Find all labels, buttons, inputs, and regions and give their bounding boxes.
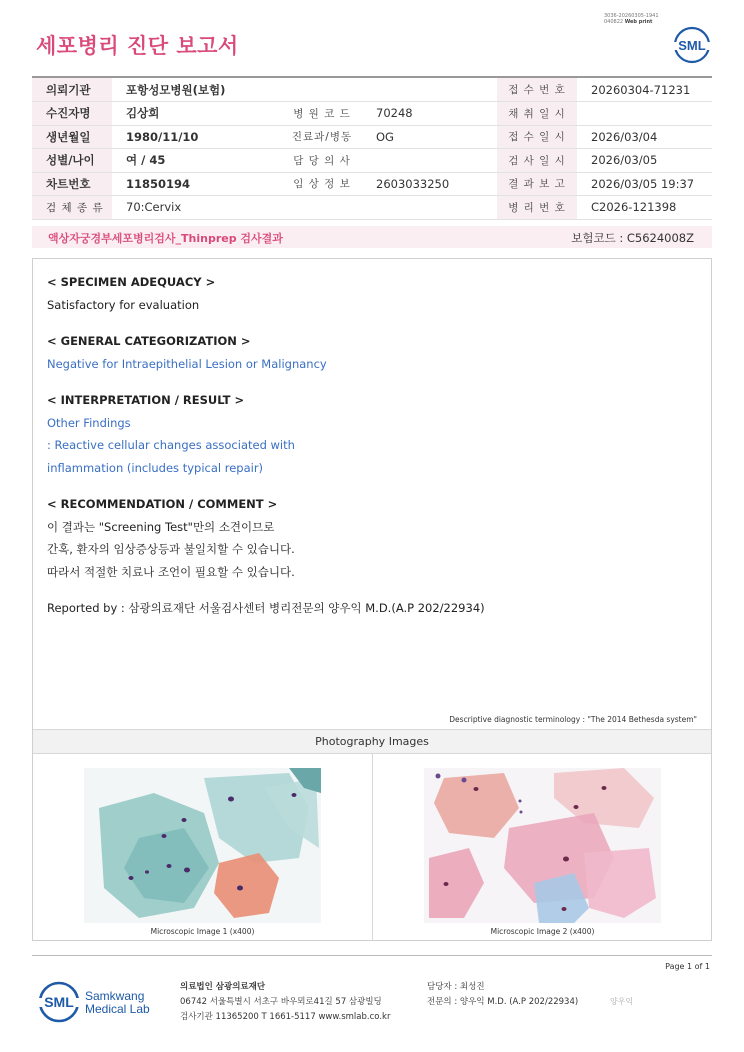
- info-value: OG: [362, 125, 497, 149]
- info-value: 1980/11/10: [112, 125, 282, 149]
- info-label: 접 수 일 시: [497, 125, 577, 149]
- recommendation-line-2: 간혹, 환자의 임상증상등과 불일치할 수 있습니다.: [47, 542, 295, 556]
- info-label: 생년월일: [32, 125, 112, 149]
- patient-info-table: [32, 76, 712, 220]
- brand-name: Samkwang Medical Lab: [85, 989, 150, 1016]
- info-value: 70248: [362, 102, 497, 126]
- info-label: 진료과/병동: [282, 125, 362, 149]
- info-row: [32, 172, 712, 196]
- info-label: 임 상 정 보: [282, 172, 362, 196]
- info-value: 2026/03/05 19:37: [577, 172, 712, 196]
- info-label: 채 취 일 시: [497, 102, 577, 126]
- image-1-caption: Microscopic Image 1 (x400): [150, 927, 255, 936]
- info-value: 2603033250: [362, 172, 497, 196]
- info-label: 결 과 보 고: [497, 172, 577, 196]
- info-label: 병 원 코 드: [282, 102, 362, 126]
- info-value: 70:Cervix: [112, 196, 282, 220]
- microscopic-image-1: [84, 768, 321, 923]
- test-name: 액상자궁경부세포병리검사_Thinprep 검사결과: [48, 232, 283, 245]
- info-label: [282, 78, 362, 102]
- info-value: [362, 78, 497, 102]
- test-name-bar: [32, 226, 712, 248]
- print-code-line2: 040822 Web print: [604, 19, 653, 25]
- recommendation-heading: < RECOMMENDATION / COMMENT >: [47, 497, 278, 511]
- info-value: C2026-121398: [577, 196, 712, 220]
- info-value: 김상희: [112, 102, 282, 126]
- staff-line-1: 담당자 : 최성진: [427, 982, 485, 992]
- image-2-caption: Microscopic Image 2 (x400): [490, 927, 595, 936]
- interpretation-line-1: Other Findings: [47, 415, 131, 430]
- print-code-line1: 3036-20260305-1941: [604, 13, 659, 19]
- photo-divider: [372, 754, 373, 941]
- report-box: [32, 258, 712, 941]
- interpretation-heading: < INTERPRETATION / RESULT >: [47, 393, 245, 407]
- info-label: 의뢰기관: [32, 78, 112, 102]
- report-title: 세포병리 진단 보고서: [36, 34, 239, 58]
- info-label: 차트번호: [32, 172, 112, 196]
- info-value: [577, 102, 712, 126]
- signature: 양우익: [610, 997, 634, 1006]
- info-label: 검 사 일 시: [497, 149, 577, 173]
- photography-heading: Photography Images: [33, 729, 711, 754]
- info-value: [362, 196, 497, 220]
- info-value: 여 / 45: [112, 149, 282, 173]
- info-label: 성별/나이: [32, 149, 112, 173]
- categorization-heading: < GENERAL CATEGORIZATION >: [47, 334, 251, 348]
- info-label: [282, 196, 362, 220]
- microscopic-image-2: [424, 768, 661, 923]
- info-row: [32, 149, 712, 173]
- print-code: [604, 13, 659, 25]
- info-row: [32, 196, 712, 220]
- org-info: [180, 980, 390, 1025]
- info-label: 수진자명: [32, 102, 112, 126]
- org-name: 의료법인 삼광의료재단: [180, 982, 266, 992]
- categorization-text: Negative for Intraepithelial Lesion or Malignancy: [47, 356, 327, 371]
- footer-divider: [32, 955, 712, 956]
- info-label: 접 수 번 호: [497, 78, 577, 102]
- recommendation-line-1: 이 결과는 "Screening Test"만의 소견이므로: [47, 519, 275, 534]
- info-row: [32, 102, 712, 126]
- interpretation-line-3: inflammation (includes typical repair): [47, 460, 264, 475]
- interpretation-line-2: : Reactive cellular changes associated with: [47, 438, 295, 452]
- reported-by: Reported by : 삼광의료재단 서울검사센터 병리전문의 양우익 M.D.(A.P 202/22934): [47, 601, 485, 615]
- info-value: 20260304-71231: [577, 78, 712, 102]
- terminology-note: Descriptive diagnostic terminology : "The 2014 Bethesda system": [449, 715, 697, 724]
- org-contact: 검사기관 11365200 T 1661-5117 www.smlab.co.kr: [180, 1012, 391, 1022]
- insurance-code: 보험코드 : C5624008Z: [571, 231, 694, 245]
- info-label: 검 체 종 류: [32, 196, 112, 220]
- staff-info: [427, 980, 578, 1010]
- svg-text:SML: SML: [678, 38, 706, 53]
- info-row: [32, 125, 712, 149]
- info-value: [362, 149, 497, 173]
- info-value: 11850194: [112, 172, 282, 196]
- info-label: 병 리 번 호: [497, 196, 577, 220]
- samkwang-logo-icon: [36, 980, 82, 1024]
- sml-logo-icon: [672, 24, 712, 64]
- svg-text:SML: SML: [44, 994, 74, 1010]
- info-value: 2026/03/05: [577, 149, 712, 173]
- info-value: 포항성모병원(보험): [112, 78, 282, 102]
- info-value: 2026/03/04: [577, 125, 712, 149]
- report-body: [47, 271, 697, 620]
- page-number: Page 1 of 1: [665, 962, 710, 971]
- adequacy-heading: < SPECIMEN ADEQUACY >: [47, 275, 216, 289]
- adequacy-text: Satisfactory for evaluation: [47, 297, 200, 312]
- info-label: 담 당 의 사: [282, 149, 362, 173]
- info-row: [32, 78, 712, 102]
- web-print-label: Web print: [624, 19, 653, 25]
- recommendation-line-3: 따라서 적절한 치료나 조언이 필요할 수 있습니다.: [47, 564, 295, 579]
- org-address: 06742 서울특별시 서초구 바우뫼로41길 57 삼광빌딩: [180, 997, 382, 1007]
- staff-line-2: 전문의 : 양우익 M.D. (A.P 202/22934): [427, 997, 579, 1007]
